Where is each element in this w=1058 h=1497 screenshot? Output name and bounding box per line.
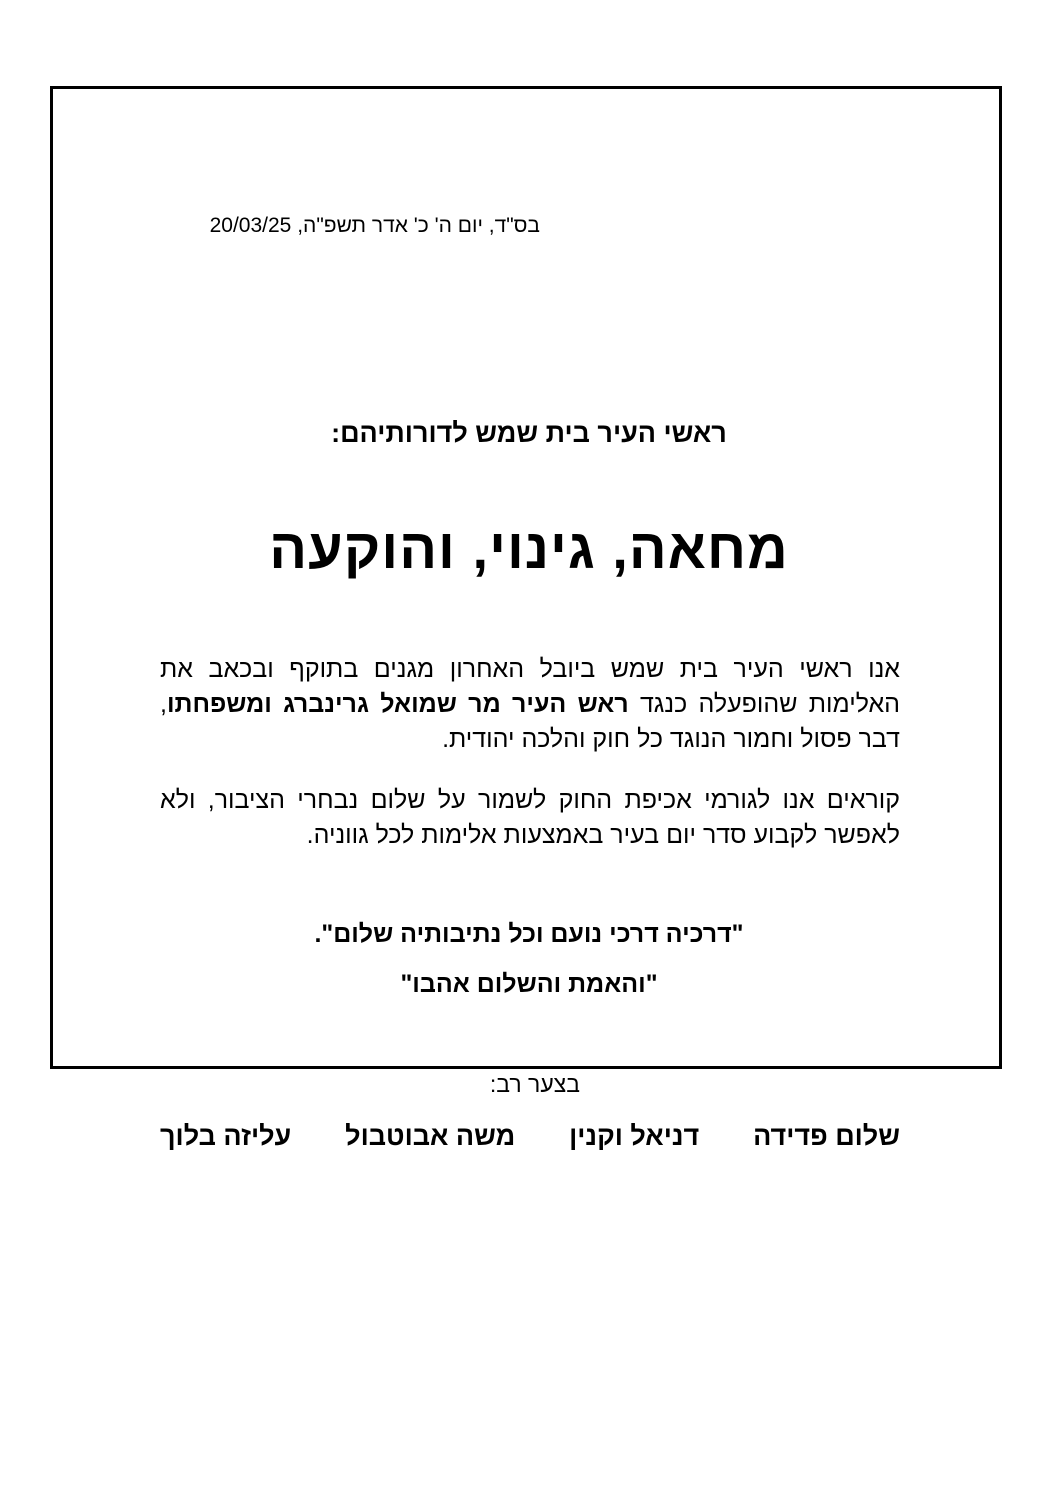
quote-line-2: "והאמת והשלום אהבו" [400,970,658,998]
addressee-heading: ראשי העיר בית שמש לדורותיהם: [331,418,727,448]
page-title: מחאה, גינוי, והוקעה [269,517,789,580]
statement-paragraph [160,652,900,757]
statement-text-start: אנו ראשי העיר בית שמש ביובל האחרון מגנים בתוקף ובכאב את האלימות שהופעלה כנגד [160,655,900,718]
date-line: בס"ד, יום ה' כ' אדר תשפ"ה, 20/03/25 [209,214,540,237]
signatories-row [160,1121,900,1152]
signatory-name: דניאל וקנין [569,1121,700,1151]
call-to-action-paragraph: קוראים אנו לגורמי אכיפת החוק לשמור על שלום נבחרי הציבור, ולא לאפשר לקבוע סדר יום בעיר באמצעות אלימות לכל גווניה. [160,786,900,849]
statement-bold-name: ראש העיר מר שמואל גרינברג ומשפחתו [166,690,629,718]
signatory-name: שלום פדידה [753,1121,900,1151]
quote-line-1: "דרכיה דרכי נועם וכל נתיבותיה שלום". [314,920,744,948]
signatory-name: עליזה בלוך [160,1121,292,1151]
closing-line: בצער רב: [489,1071,580,1097]
signatory-name: משה אבוטבול [345,1121,516,1151]
statement-text-end: , דבר פסול וחמור הנוגד כל חוק והלכה יהודית. [160,690,900,753]
